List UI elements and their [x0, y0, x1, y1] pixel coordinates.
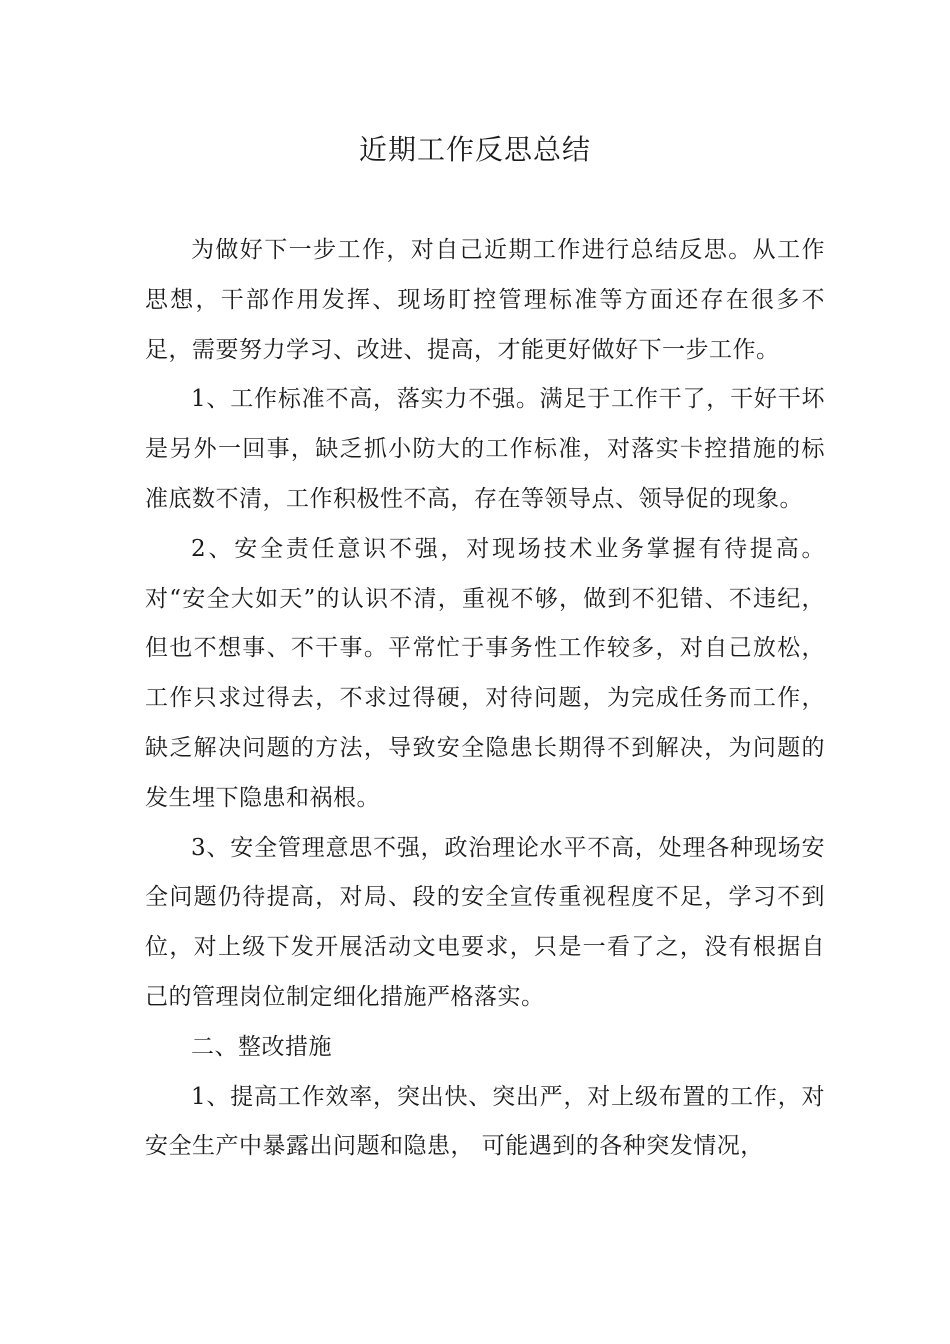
- section-heading-rectification: 二、整改措施: [191, 1033, 332, 1060]
- measure-1-paragraph: 1、提高工作效率，突出快、突出严，对上级布置的工作，对安全生产中暴露出问题和隐患， 可能遇到的各种突发情况，: [145, 1083, 825, 1160]
- point-3-paragraph: 3、安全管理意思不强，政治理论水平不高，处理各种现场安全问题仍待提高，对局、段的安全宣传重视程度不足，学习不到位，对上级下发开展活动文电要求，只是一看了之，没有根据自己的管理岗位制定细化措施严格落实。: [145, 834, 825, 1010]
- point-2-paragraph: 2、安全责任意识不强，对现场技术业务掌握有待提高。对“安全大如天”的认识不清，重视不够，做到不犯错、不违纪，但也不想事、不干事。平常忙于事务性工作较多，对自己放松，工作只求过得去，不求过得硬，对待问题，为完成任务而工作，缺乏解决问题的方法，导致安全隐患长期得不到解决，为问题的发生埋下隐患和祸根。: [145, 535, 825, 811]
- point-1-paragraph: 1、工作标准不高，落实力不强。满足于工作干了，干好干坏是另外一回事，缺乏抓小防大的工作标准，对落实卡控措施的标准底数不清，工作积极性不高，存在等领导点、领导促的现象。: [145, 386, 825, 512]
- document-title: 近期工作反思总结: [358, 133, 591, 166]
- intro-paragraph: 为做好下一步工作，对自己近期工作进行总结反思。从工作思想，干部作用发挥、现场盯控管理标准等方面还存在很多不足，需要努力学习、改进、提高，才能更好做好下一步工作。: [145, 237, 825, 363]
- document-body: [145, 226, 825, 1172]
